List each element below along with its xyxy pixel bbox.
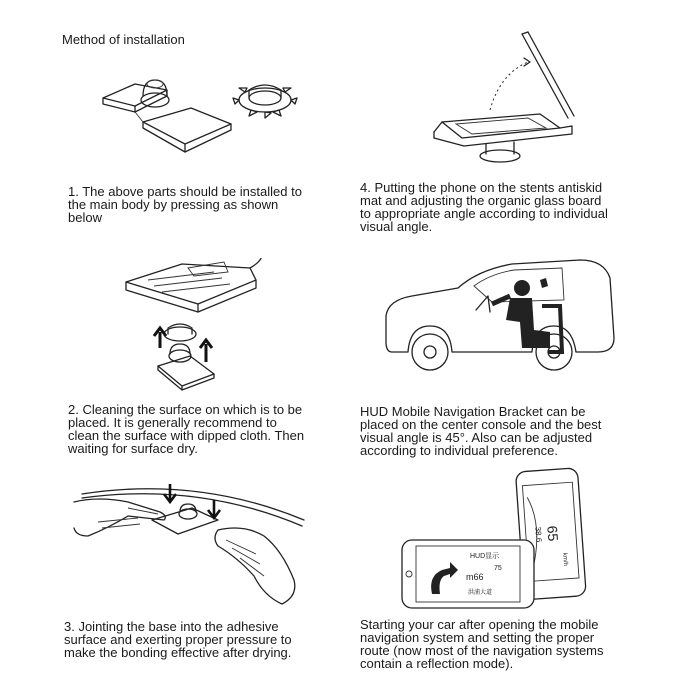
caption-line: contain a reflection mode). (360, 656, 514, 671)
step-1-caption (68, 185, 302, 224)
caption-line: placed. It is generally recommend to (68, 415, 277, 430)
caption-line: the main body by pressing as shown (68, 197, 279, 212)
horizontal-speed: m66 (466, 572, 484, 582)
vertical-distance: 38.6 (533, 526, 544, 543)
navigation-caption (360, 618, 604, 670)
caption-line: surface and exerting proper pressure to (64, 632, 292, 647)
caption-line: clean the surface with dipped cloth. Then (68, 428, 305, 443)
caption-line: navigation system and setting the proper (360, 630, 595, 645)
horizontal-top: HUD显示 (470, 553, 500, 560)
caption-line: placed on the center console and the best (360, 417, 602, 432)
vertical-unit: km/h (561, 552, 569, 567)
caption-line: mat and adjusting the organic glass board (360, 193, 602, 208)
figure-phones (398, 466, 608, 616)
step-2-caption (68, 403, 304, 455)
caption-line: according to individual preference. (360, 443, 559, 458)
horizontal-road: 洪浦大道 (468, 590, 493, 596)
caption-line: 3. Jointing the base into the adhesive (64, 619, 279, 634)
hud-info-caption (360, 405, 601, 457)
caption-line: HUD Mobile Navigation Bracket can be (360, 404, 586, 419)
caption-line: route (now most of the navigation systems (360, 643, 604, 658)
caption-line: visual angle is 45°. Also can be adjusted (360, 430, 593, 445)
step-3-caption (64, 620, 292, 659)
caption-line: visual angle. (360, 219, 433, 234)
figure-press-base (68, 476, 328, 616)
caption-line: Starting your car after opening the mobile (360, 617, 599, 632)
step-4-caption (360, 181, 608, 233)
figure-car (382, 256, 622, 380)
caption-line: to appropriate angle according to individual (360, 206, 608, 221)
figure-clean-surface (118, 258, 278, 398)
caption-line: waiting for surface dry. (68, 441, 198, 456)
horizontal-limit: 75 (494, 565, 502, 572)
page-title: Method of installation (62, 32, 185, 47)
caption-line: 4. Putting the phone on the stents antiskid (360, 180, 603, 195)
caption-line: 2. Cleaning the surface on which is to be (68, 402, 303, 417)
vertical-speed: 65 (544, 525, 562, 542)
caption-line: below (68, 210, 102, 225)
caption-line: make the bonding effective after drying. (64, 645, 292, 660)
figure-parts (95, 72, 325, 172)
figure-phone-bracket (428, 30, 588, 170)
caption-line: 1. The above parts should be installed to (68, 184, 302, 199)
